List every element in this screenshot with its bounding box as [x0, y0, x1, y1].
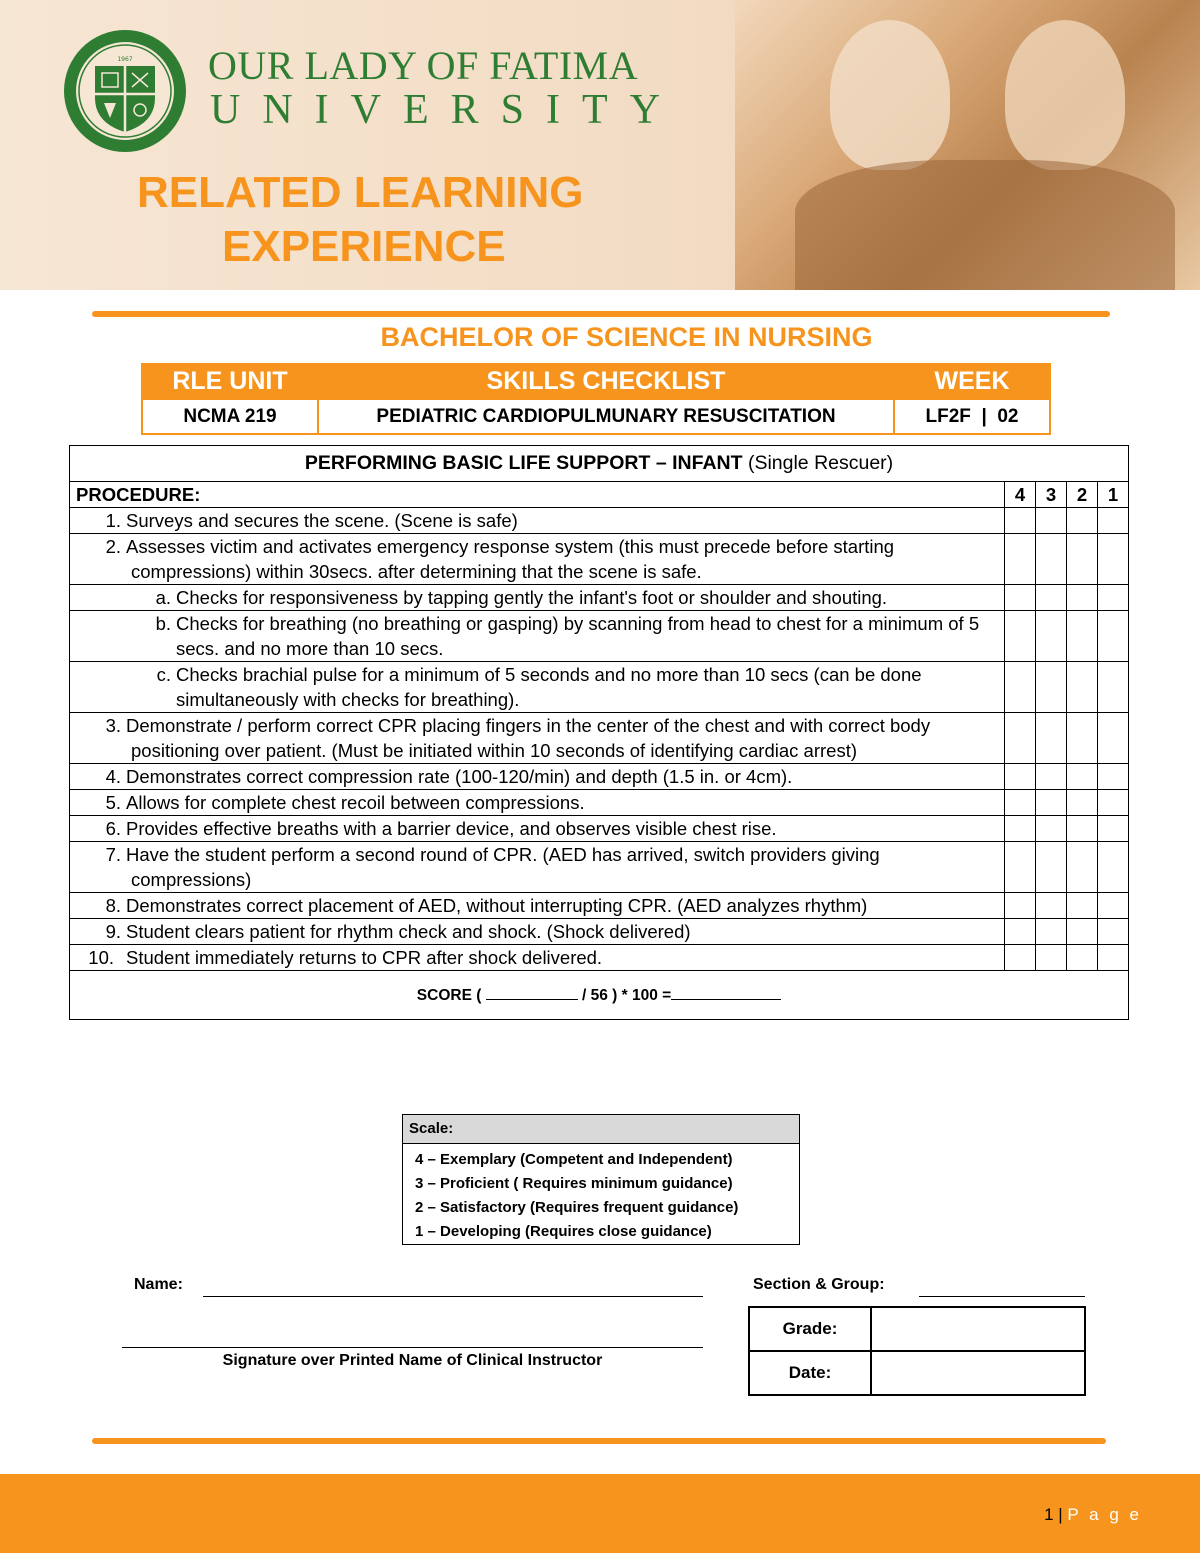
item-text: Checks for breathing (no breathing or gasping) by scanning from head to chest for a minimum of 5 secs. and no more than 10 secs. — [176, 613, 980, 659]
section-group-field[interactable] — [919, 1296, 1085, 1297]
signature-label: Signature over Printed Name of Clinical Instructor — [222, 1352, 603, 1369]
score-cell-4[interactable] — [1005, 790, 1036, 816]
item-number: 7. — [105, 844, 121, 865]
item-number: c. — [156, 664, 171, 685]
item-number: 2. — [105, 536, 121, 557]
score-cell-1[interactable] — [1098, 816, 1129, 842]
checklist-row — [70, 611, 1129, 662]
item-text: Provides effective breaths with a barrier device, and observes visible chest rise. — [126, 818, 777, 839]
score-cell-1[interactable] — [1098, 662, 1129, 713]
score-cell-4[interactable] — [1005, 764, 1036, 790]
score-cell-3[interactable] — [1036, 893, 1067, 919]
score-header-3: 3 — [1036, 482, 1067, 508]
score-percent-blank[interactable] — [671, 999, 781, 1000]
checklist-row — [70, 790, 1129, 816]
score-cell-2[interactable] — [1067, 764, 1098, 790]
score-cell-4[interactable] — [1005, 893, 1036, 919]
grade-date-table — [748, 1306, 1086, 1396]
page-separator: | — [1058, 1505, 1063, 1524]
item-number: 5. — [105, 792, 121, 813]
scale-title: Scale: — [403, 1115, 799, 1144]
document-title-line1: RELATED LEARNING — [137, 168, 584, 217]
procedure-header: PROCEDURE: — [70, 482, 1005, 508]
page-number — [1044, 1505, 1142, 1525]
grade-field[interactable] — [871, 1307, 1085, 1351]
checklist-row — [70, 585, 1129, 611]
score-cell-3[interactable] — [1036, 611, 1067, 662]
score-cell-1[interactable] — [1098, 534, 1129, 585]
checklist-title-bold: PERFORMING BASIC LIFE SUPPORT – INFANT — [304, 452, 743, 474]
score-cell-2[interactable] — [1067, 893, 1098, 919]
scale-item-1: 1 – Developing (Requires close guidance) — [415, 1223, 712, 1240]
item-text: Demonstrate / perform correct CPR placing fingers in the center of the chest and with correct body positioning over patient. (Must be initiated within 10 seconds of identifying cardiac arrest) — [126, 715, 931, 761]
date-field[interactable] — [871, 1351, 1085, 1395]
item-text: Checks brachial pulse for a minimum of 5 seconds and no more than 10 secs (can be done simultaneously with checks for breathing). — [176, 664, 922, 710]
checklist-row — [70, 713, 1129, 764]
item-text: Assesses victim and activates emergency response system (this must precede before starting compressions) within 30secs. after determining that the scene is safe. — [126, 536, 895, 582]
item-number: 8. — [105, 895, 121, 916]
university-name-line2: UNIVERSITY — [210, 87, 682, 133]
score-cell-3[interactable] — [1036, 945, 1067, 971]
scale-item-4: 4 – Exemplary (Competent and Independent) — [415, 1151, 733, 1168]
program-title: BACHELOR OF SCIENCE IN NURSING — [380, 322, 873, 352]
score-cell-3[interactable] — [1036, 713, 1067, 764]
header-photo — [735, 0, 1200, 290]
rle-unit-value: NCMA 219 — [142, 399, 318, 434]
section-group-label: Section & Group: — [753, 1276, 885, 1293]
score-cell-4[interactable] — [1005, 534, 1036, 585]
item-number: a. — [155, 587, 171, 608]
checklist-row — [70, 534, 1129, 585]
checklist-row — [70, 816, 1129, 842]
checklist-row — [70, 662, 1129, 713]
score-cell-1[interactable] — [1098, 842, 1129, 893]
checklist-title-normal: (Single Rescuer) — [742, 452, 894, 474]
score-cell-2[interactable] — [1067, 816, 1098, 842]
score-cell-2[interactable] — [1067, 534, 1098, 585]
item-number: 1. — [105, 510, 121, 531]
score-cell-4[interactable] — [1005, 713, 1036, 764]
item-text: Checks for responsiveness by tapping gently the infant's foot or shoulder and shouting. — [176, 587, 888, 608]
score-cell-1[interactable] — [1098, 713, 1129, 764]
item-number: 10. — [88, 947, 114, 968]
checklist-row — [70, 919, 1129, 945]
score-cell-1[interactable] — [1098, 764, 1129, 790]
page-footer — [0, 1474, 1200, 1553]
top-divider — [92, 311, 1110, 317]
score-header-4: 4 — [1005, 482, 1036, 508]
page-number-value: 1 — [1044, 1505, 1054, 1524]
score-cell-4[interactable] — [1005, 662, 1036, 713]
score-cell-3[interactable] — [1036, 585, 1067, 611]
item-number: 4. — [105, 766, 121, 787]
item-text: Demonstrates correct compression rate (100-120/min) and depth (1.5 in. or 4cm). — [126, 766, 793, 787]
item-number: 6. — [105, 818, 121, 839]
university-name-line1: OUR LADY OF FATIMA — [208, 43, 639, 88]
skills-checklist-table — [69, 445, 1129, 1020]
checklist-row — [70, 893, 1129, 919]
item-text: Surveys and secures the scene. (Scene is safe) — [126, 510, 518, 531]
rle-unit-table — [141, 363, 1051, 435]
score-cell-4[interactable] — [1005, 919, 1036, 945]
checklist-title — [70, 446, 1129, 482]
scale-legend — [402, 1114, 800, 1245]
score-raw-blank[interactable] — [486, 999, 578, 1000]
score-cell-1[interactable] — [1098, 508, 1129, 534]
score-cell-1[interactable] — [1098, 585, 1129, 611]
name-label: Name: — [134, 1276, 183, 1293]
score-cell-3[interactable] — [1036, 508, 1067, 534]
week-header: WEEK — [894, 364, 1050, 399]
item-number: b. — [155, 613, 171, 634]
checklist-row — [70, 508, 1129, 534]
checklist-row — [70, 764, 1129, 790]
score-cell-3[interactable] — [1036, 919, 1067, 945]
score-cell-3[interactable] — [1036, 790, 1067, 816]
score-cell-1[interactable] — [1098, 790, 1129, 816]
score-formula — [70, 971, 1129, 1020]
score-cell-1[interactable] — [1098, 611, 1129, 662]
checklist-row — [70, 945, 1129, 971]
skills-checklist-value: PEDIATRIC CARDIOPULMUNARY RESUSCITATION — [318, 399, 894, 434]
score-header-1: 1 — [1098, 482, 1129, 508]
score-cell-4[interactable] — [1005, 842, 1036, 893]
score-cell-2[interactable] — [1067, 662, 1098, 713]
score-cell-4[interactable] — [1005, 585, 1036, 611]
item-text: Allows for complete chest recoil between compressions. — [126, 792, 585, 813]
score-cell-4[interactable] — [1005, 508, 1036, 534]
score-cell-2[interactable] — [1067, 842, 1098, 893]
item-text: Demonstrates correct placement of AED, without interrupting CPR. (AED analyzes rhythm) — [126, 895, 868, 916]
item-number: 3. — [105, 715, 121, 736]
score-cell-4[interactable] — [1005, 611, 1036, 662]
score-cell-4[interactable] — [1005, 945, 1036, 971]
item-number: 9. — [105, 921, 121, 942]
week-value: LF2F | 02 — [894, 399, 1050, 434]
item-text: Student clears patient for rhythm check and shock. (Shock delivered) — [126, 921, 691, 942]
score-cell-1[interactable] — [1098, 945, 1129, 971]
score-cell-3[interactable] — [1036, 662, 1067, 713]
score-prefix: SCORE ( — [416, 986, 482, 1004]
score-cell-3[interactable] — [1036, 816, 1067, 842]
header-banner — [0, 0, 1200, 290]
score-mid: / 56 ) * 100 = — [582, 986, 672, 1004]
rle-unit-header: RLE UNIT — [142, 364, 318, 399]
score-cell-2[interactable] — [1067, 919, 1098, 945]
score-cell-2[interactable] — [1067, 611, 1098, 662]
score-cell-3[interactable] — [1036, 764, 1067, 790]
score-cell-3[interactable] — [1036, 842, 1067, 893]
score-cell-1[interactable] — [1098, 919, 1129, 945]
signature-field[interactable] — [122, 1347, 703, 1348]
university-seal-logo — [62, 28, 188, 154]
bottom-divider — [92, 1438, 1106, 1444]
score-cell-2[interactable] — [1067, 945, 1098, 971]
document-title-line2: EXPERIENCE — [222, 222, 506, 271]
score-header-2: 2 — [1067, 482, 1098, 508]
score-cell-2[interactable] — [1067, 790, 1098, 816]
date-label: Date: — [749, 1351, 871, 1395]
checklist-row — [70, 842, 1129, 893]
score-cell-3[interactable] — [1036, 534, 1067, 585]
score-cell-2[interactable] — [1067, 585, 1098, 611]
score-cell-1[interactable] — [1098, 893, 1129, 919]
scale-item-3: 3 – Proficient ( Requires minimum guidance) — [415, 1175, 733, 1192]
score-cell-2[interactable] — [1067, 508, 1098, 534]
grade-label: Grade: — [749, 1307, 871, 1351]
name-field[interactable] — [203, 1296, 703, 1297]
score-cell-2[interactable] — [1067, 713, 1098, 764]
seal-year: 1967 — [117, 56, 133, 63]
skills-checklist-header: SKILLS CHECKLIST — [318, 364, 894, 399]
item-text: Have the student perform a second round of CPR. (AED has arrived, switch providers giving compressions) — [126, 844, 880, 890]
score-cell-4[interactable] — [1005, 816, 1036, 842]
scale-item-2: 2 – Satisfactory (Requires frequent guidance) — [415, 1199, 739, 1216]
page-word: P a g e — [1067, 1505, 1142, 1524]
item-text: Student immediately returns to CPR after shock delivered. — [126, 947, 603, 968]
